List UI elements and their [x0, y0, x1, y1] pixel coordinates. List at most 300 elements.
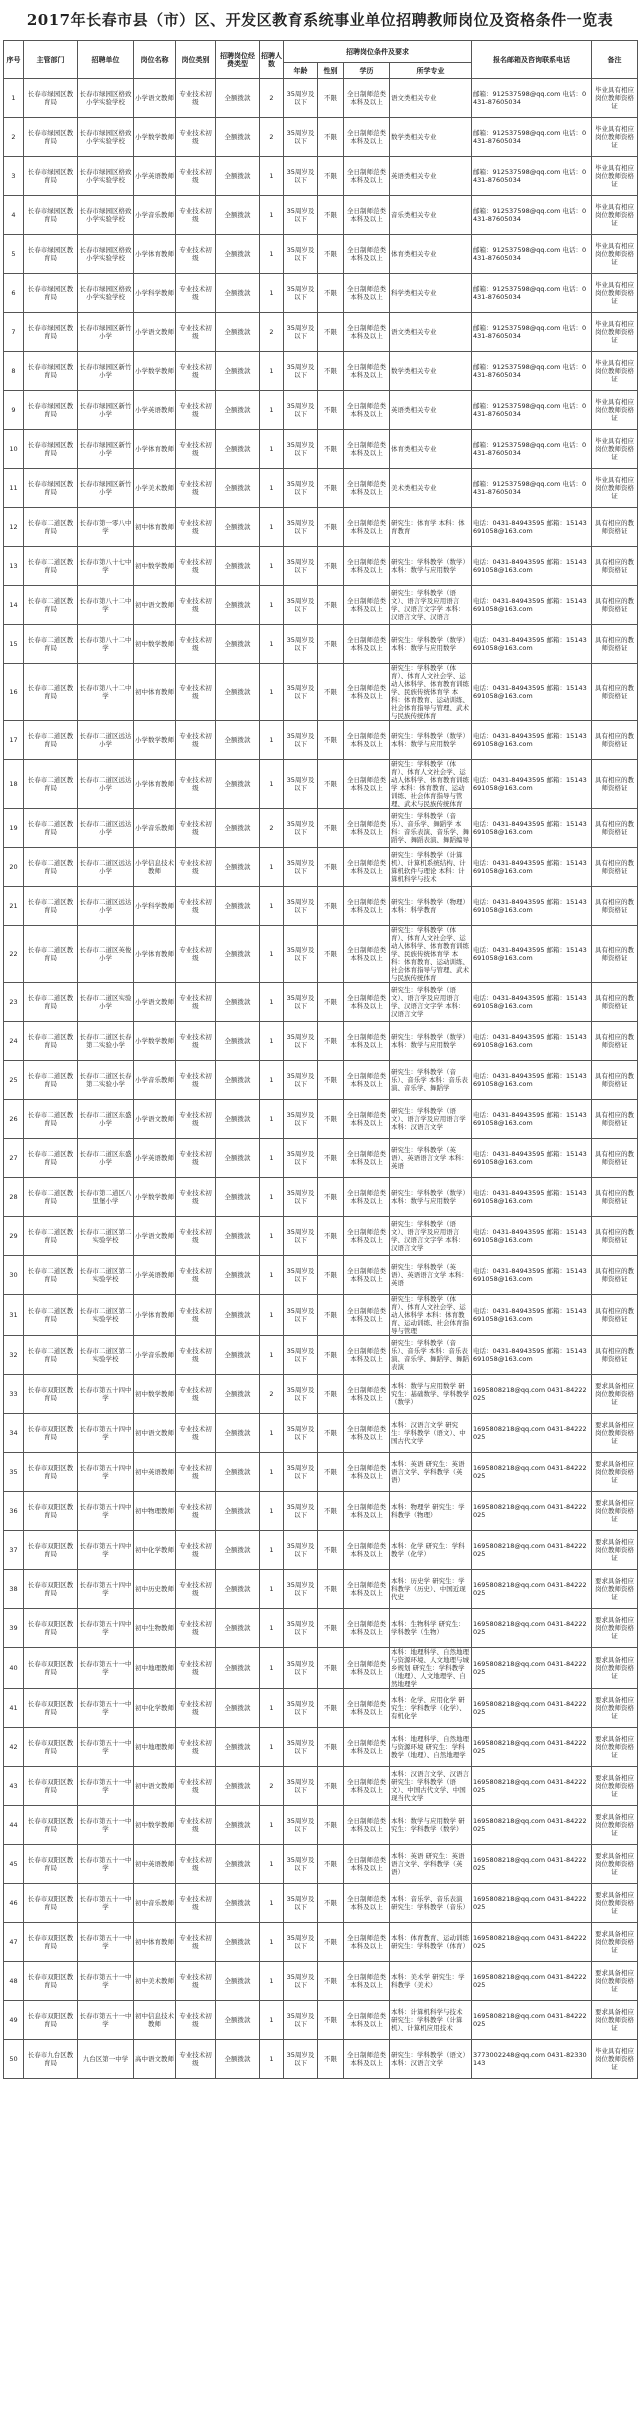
cell-funding: 全额拨款 [216, 1962, 260, 2001]
cell-funding: 全额拨款 [216, 1217, 260, 1256]
cell-seq: 36 [4, 1492, 24, 1531]
cell-seq: 32 [4, 1336, 24, 1375]
cell-major: 研究生：学科教学（数学） 本科：数学与应用数学 [390, 547, 472, 586]
cell-contact: 1695808218@qq.com 0431-84222025 [472, 1884, 592, 1923]
cell-major: 语文类相关专业 [390, 313, 472, 352]
cell-age: 35周岁及以下 [284, 1295, 318, 1336]
cell-post: 小学音乐教师 [134, 1336, 176, 1375]
cell-major: 体育类相关专业 [390, 235, 472, 274]
cell-major: 本科：汉语言文学、汉语言 研究生：学科教学（语文）、中国古代文学、中国现当代文学 [390, 1767, 472, 1806]
cell-dept: 长春市绿园区教育局 [24, 157, 78, 196]
cell-post: 小学英语教师 [134, 1139, 176, 1178]
cell-gender: 不限 [318, 1100, 344, 1139]
cell-unit: 长春市绿园区格致小学实验学校 [78, 157, 134, 196]
cell-major: 研究生：学科教学（体育）、体育人文社会学、运动人体科学 本科：体育教育、运动训练、社会体育指导与管理 [390, 1295, 472, 1336]
cell-contact: 1695808218@qq.com 0431-84222025 [472, 1453, 592, 1492]
cell-note: 具有相应的教师资格证 [592, 721, 638, 760]
cell-unit: 长春市第八十二中学 [78, 625, 134, 664]
cell-dept: 长春市二道区教育局 [24, 721, 78, 760]
cell-funding: 全额拨款 [216, 721, 260, 760]
cell-major: 研究生：学科教学（体育）、体育人文社会学、运动人体科学、体育教育训练学 本科：体育教育、运动训练、社会体育指导与管理、武术与民族传统体育 [390, 760, 472, 809]
cell-edu: 全日制师范类本科及以上 [344, 157, 390, 196]
cell-gender: 不限 [318, 547, 344, 586]
table-row [4, 79, 638, 118]
cell-major: 本科：音乐学、音乐表演 研究生：学科教学（音乐） [390, 1884, 472, 1923]
cell-unit: 长春市二道区长春第二实验小学 [78, 1022, 134, 1061]
cell-edu: 全日制师范类本科及以上 [344, 1139, 390, 1178]
cell-dept: 长春市二道区教育局 [24, 1256, 78, 1295]
table-row [4, 274, 638, 313]
cell-age: 35周岁及以下 [284, 1570, 318, 1609]
cell-edu: 全日制师范类本科及以上 [344, 274, 390, 313]
cell-note: 要求具备相应岗位教师资格证 [592, 1884, 638, 1923]
cell-count: 1 [260, 1728, 284, 1767]
cell-note: 具有相应的教师资格证 [592, 1217, 638, 1256]
cell-count: 1 [260, 547, 284, 586]
cell-note: 具有相应的教师资格证 [592, 848, 638, 887]
cell-note: 具有相应的教师资格证 [592, 1256, 638, 1295]
cell-age: 35周岁及以下 [284, 1178, 318, 1217]
cell-edu: 全日制师范类本科及以上 [344, 2001, 390, 2040]
cell-seq: 7 [4, 313, 24, 352]
cell-dept: 长春市二道区教育局 [24, 1139, 78, 1178]
cell-unit: 长春市第八十二中学 [78, 586, 134, 625]
cell-gender: 不限 [318, 1061, 344, 1100]
cell-major: 语文类相关专业 [390, 79, 472, 118]
cell-seq: 38 [4, 1570, 24, 1609]
cell-count: 1 [260, 1531, 284, 1570]
cell-dept: 长春市二道区教育局 [24, 1061, 78, 1100]
cell-edu: 全日制师范类本科及以上 [344, 1728, 390, 1767]
cell-count: 1 [260, 508, 284, 547]
cell-funding: 全额拨款 [216, 848, 260, 887]
table-row [4, 1295, 638, 1336]
cell-gender: 不限 [318, 1139, 344, 1178]
cell-major: 研究生：学科教学（体育）、体育人文社会学、运动人体科学、体育教育训练学、民族传统体育学 本科：体育教育、运动训练、社会体育指导与管理、武术与民族传统体育 [390, 664, 472, 721]
cell-gender: 不限 [318, 1375, 344, 1414]
cell-seq: 8 [4, 352, 24, 391]
cell-funding: 全额拨款 [216, 760, 260, 809]
cell-contact: 电话：0431-84943595 邮箱：15143691058@163.com [472, 1100, 592, 1139]
cell-edu: 全日制师范类本科及以上 [344, 1178, 390, 1217]
cell-major: 研究生：学科教学（数学） 本科：数学与应用数学 [390, 721, 472, 760]
cell-major: 数学类相关专业 [390, 118, 472, 157]
cell-funding: 全额拨款 [216, 79, 260, 118]
cell-dept: 长春市双阳区教育局 [24, 1845, 78, 1884]
cell-unit: 长春市第二道区八里堡小学 [78, 1178, 134, 1217]
cell-dept: 长春市二道区教育局 [24, 1336, 78, 1375]
cell-count: 1 [260, 196, 284, 235]
cell-funding: 全额拨款 [216, 1531, 260, 1570]
cell-post-type: 专业技术初级 [176, 1453, 216, 1492]
cell-major: 体育类相关专业 [390, 430, 472, 469]
cell-dept: 长春市二道区教育局 [24, 926, 78, 983]
cell-unit: 长春市第五十一中学 [78, 1648, 134, 1689]
cell-count: 1 [260, 1492, 284, 1531]
cell-contact: 3773002248@qq.com 0431-82330143 [472, 2040, 592, 2079]
cell-funding: 全额拨款 [216, 1453, 260, 1492]
cell-dept: 长春市九台区教育局 [24, 2040, 78, 2079]
cell-count: 1 [260, 1414, 284, 1453]
cell-seq: 21 [4, 887, 24, 926]
cell-funding: 全额拨款 [216, 586, 260, 625]
cell-unit: 长春市二道区东盛小学 [78, 1139, 134, 1178]
table-row [4, 1923, 638, 1962]
cell-post: 小学语文教师 [134, 79, 176, 118]
cell-note: 要求具备相应岗位教师资格证 [592, 1962, 638, 2001]
cell-unit: 长春市绿园区格致小学实验学校 [78, 235, 134, 274]
cell-seq: 33 [4, 1375, 24, 1414]
cell-post: 初中语文教师 [134, 1767, 176, 1806]
col-header-unit: 招聘单位 [78, 41, 134, 79]
cell-note: 具有相应的教师资格证 [592, 760, 638, 809]
cell-edu: 全日制师范类本科及以上 [344, 760, 390, 809]
cell-count: 1 [260, 1336, 284, 1375]
cell-post: 小学信息技术教师 [134, 848, 176, 887]
cell-major: 本科：化学 研究生：学科教学（化学） [390, 1531, 472, 1570]
table-row [4, 469, 638, 508]
cell-seq: 29 [4, 1217, 24, 1256]
cell-note: 要求具备相应岗位教师资格证 [592, 1728, 638, 1767]
cell-funding: 全额拨款 [216, 2040, 260, 2079]
cell-edu: 全日制师范类本科及以上 [344, 1962, 390, 2001]
cell-dept: 长春市双阳区教育局 [24, 1648, 78, 1689]
cell-count: 1 [260, 983, 284, 1022]
cell-seq: 41 [4, 1689, 24, 1728]
cell-count: 1 [260, 352, 284, 391]
cell-post-type: 专业技术初级 [176, 1648, 216, 1689]
cell-edu: 全日制师范类本科及以上 [344, 809, 390, 848]
cell-funding: 全额拨款 [216, 391, 260, 430]
cell-age: 35周岁及以下 [284, 1962, 318, 2001]
col-header-funding: 招聘岗位经费类型 [216, 41, 260, 79]
cell-post: 小学数学教师 [134, 1022, 176, 1061]
cell-major: 本科：美术学 研究生：学科教学（美术） [390, 1962, 472, 2001]
cell-dept: 长春市双阳区教育局 [24, 2001, 78, 2040]
cell-edu: 全日制师范类本科及以上 [344, 983, 390, 1022]
cell-funding: 全额拨款 [216, 926, 260, 983]
cell-unit: 长春市第五十四中学 [78, 1531, 134, 1570]
cell-note: 具有相应的教师资格证 [592, 1295, 638, 1336]
cell-age: 35周岁及以下 [284, 274, 318, 313]
cell-count: 1 [260, 848, 284, 887]
cell-post-type: 专业技术初级 [176, 157, 216, 196]
table-row [4, 1492, 638, 1531]
cell-unit: 长春市绿园区新竹小学 [78, 430, 134, 469]
cell-seq: 47 [4, 1923, 24, 1962]
cell-post: 小学体育教师 [134, 235, 176, 274]
cell-gender: 不限 [318, 1336, 344, 1375]
cell-contact: 电话：0431-84943595 邮箱：15143691058@163.com [472, 1256, 592, 1295]
cell-unit: 长春市第五十一中学 [78, 2001, 134, 2040]
table-row [4, 586, 638, 625]
cell-unit: 长春市二道区远达小学 [78, 887, 134, 926]
cell-funding: 全额拨款 [216, 157, 260, 196]
cell-note: 要求具备相应岗位教师资格证 [592, 1453, 638, 1492]
cell-post-type: 专业技术初级 [176, 508, 216, 547]
cell-major: 本科：英语 研究生：英语语言文学、学科教学（英语） [390, 1845, 472, 1884]
cell-funding: 全额拨款 [216, 1923, 260, 1962]
table-row [4, 157, 638, 196]
cell-edu: 全日制师范类本科及以上 [344, 1375, 390, 1414]
cell-edu: 全日制师范类本科及以上 [344, 430, 390, 469]
cell-post: 初中体育教师 [134, 1923, 176, 1962]
cell-unit: 长春市二道区远达小学 [78, 760, 134, 809]
cell-major: 研究生：学科教学（音乐）、音乐学、舞蹈学 本科：音乐表演、音乐学、舞蹈学、舞蹈表演、舞蹈编导 [390, 809, 472, 848]
cell-post: 小学语文教师 [134, 983, 176, 1022]
cell-post-type: 专业技术初级 [176, 664, 216, 721]
col-header-conditions: 招聘岗位条件及要求 [284, 41, 472, 63]
cell-post: 初中美术教师 [134, 1962, 176, 2001]
cell-contact: 邮箱：912537598@qq.com 电话：0431-87605034 [472, 430, 592, 469]
cell-gender: 不限 [318, 1648, 344, 1689]
cell-major: 本科：数学与应用数学 研究生：学科教学（数学） [390, 1806, 472, 1845]
col-header-contact: 报名邮箱及咨询联系电话 [472, 41, 592, 79]
cell-funding: 全额拨款 [216, 118, 260, 157]
cell-major: 研究生：学科教学（语文）、语言学及应用语言学、汉语言文字学 本科：汉语言文学 [390, 1217, 472, 1256]
cell-note: 具有相应的教师资格证 [592, 1022, 638, 1061]
cell-note: 具有相应的教师资格证 [592, 983, 638, 1022]
table-row [4, 809, 638, 848]
cell-unit: 长春市第五十四中学 [78, 1375, 134, 1414]
cell-post-type: 专业技术初级 [176, 625, 216, 664]
cell-post: 初中地理教师 [134, 1728, 176, 1767]
cell-post: 小学英语教师 [134, 1256, 176, 1295]
cell-post-type: 专业技术初级 [176, 1767, 216, 1806]
cell-unit: 长春市二道区第二实验学校 [78, 1295, 134, 1336]
cell-funding: 全额拨款 [216, 508, 260, 547]
cell-major: 音乐类相关专业 [390, 196, 472, 235]
cell-contact: 电话：0431-84943595 邮箱：15143691058@163.com [472, 887, 592, 926]
cell-gender: 不限 [318, 1845, 344, 1884]
cell-post-type: 专业技术初级 [176, 1884, 216, 1923]
cell-post: 小学语文教师 [134, 313, 176, 352]
cell-gender: 不限 [318, 586, 344, 625]
cell-unit: 长春市二道区长春第二实验小学 [78, 1061, 134, 1100]
cell-dept: 长春市双阳区教育局 [24, 1453, 78, 1492]
cell-post-type: 专业技术初级 [176, 352, 216, 391]
cell-contact: 1695808218@qq.com 0431-84222025 [472, 1923, 592, 1962]
cell-dept: 长春市绿园区教育局 [24, 118, 78, 157]
cell-contact: 电话：0431-84943595 邮箱：15143691058@163.com [472, 1178, 592, 1217]
cell-count: 1 [260, 887, 284, 926]
cell-count: 1 [260, 1100, 284, 1139]
cell-post: 初中生物教师 [134, 1609, 176, 1648]
cell-gender: 不限 [318, 809, 344, 848]
cell-dept: 长春市双阳区教育局 [24, 1414, 78, 1453]
cell-contact: 电话：0431-84943595 邮箱：15143691058@163.com [472, 809, 592, 848]
cell-dept: 长春市二道区教育局 [24, 887, 78, 926]
cell-post-type: 专业技术初级 [176, 391, 216, 430]
cell-post-type: 专业技术初级 [176, 1570, 216, 1609]
table-row [4, 313, 638, 352]
cell-note: 毕业具有相应岗位教师资格证 [592, 313, 638, 352]
cell-dept: 长春市双阳区教育局 [24, 1962, 78, 2001]
cell-funding: 全额拨款 [216, 1375, 260, 1414]
cell-post: 初中音乐教师 [134, 1884, 176, 1923]
cell-age: 35周岁及以下 [284, 1728, 318, 1767]
cell-note: 要求具备相应岗位教师资格证 [592, 1375, 638, 1414]
cell-post: 初中体育教师 [134, 508, 176, 547]
cell-post: 初中数学教师 [134, 625, 176, 664]
cell-dept: 长春市绿园区教育局 [24, 469, 78, 508]
cell-post-type: 专业技术初级 [176, 760, 216, 809]
cell-dept: 长春市双阳区教育局 [24, 1728, 78, 1767]
table-row [4, 848, 638, 887]
cell-unit: 长春市第五十一中学 [78, 1962, 134, 2001]
cell-contact: 邮箱：912537598@qq.com 电话：0431-87605034 [472, 391, 592, 430]
cell-count: 1 [260, 2001, 284, 2040]
cell-post: 初中英语教师 [134, 1845, 176, 1884]
cell-edu: 全日制师范类本科及以上 [344, 625, 390, 664]
cell-dept: 长春市绿园区教育局 [24, 391, 78, 430]
cell-age: 35周岁及以下 [284, 664, 318, 721]
cell-contact: 电话：0431-84943595 邮箱：15143691058@163.com [472, 625, 592, 664]
cell-post: 小学数学教师 [134, 118, 176, 157]
cell-post: 初中化学教师 [134, 1531, 176, 1570]
cell-unit: 长春市第五十四中学 [78, 1570, 134, 1609]
table-row [4, 721, 638, 760]
cell-note: 要求具备相应岗位教师资格证 [592, 1689, 638, 1728]
cell-contact: 电话：0431-84943595 邮箱：15143691058@163.com [472, 983, 592, 1022]
cell-funding: 全额拨款 [216, 196, 260, 235]
cell-seq: 39 [4, 1609, 24, 1648]
cell-post: 小学体育教师 [134, 430, 176, 469]
cell-post: 小学科学教师 [134, 887, 176, 926]
cell-age: 35周岁及以下 [284, 887, 318, 926]
cell-unit: 长春市绿园区新竹小学 [78, 469, 134, 508]
cell-contact: 邮箱：912537598@qq.com 电话：0431-87605034 [472, 118, 592, 157]
cell-count: 1 [260, 391, 284, 430]
cell-unit: 长春市第五十一中学 [78, 1806, 134, 1845]
cell-gender: 不限 [318, 1022, 344, 1061]
cell-post: 小学音乐教师 [134, 1061, 176, 1100]
cell-age: 35周岁及以下 [284, 157, 318, 196]
table-row [4, 1962, 638, 2001]
cell-seq: 28 [4, 1178, 24, 1217]
cell-post: 小学体育教师 [134, 760, 176, 809]
cell-post-type: 专业技术初级 [176, 1806, 216, 1845]
cell-edu: 全日制师范类本科及以上 [344, 586, 390, 625]
cell-edu: 全日制师范类本科及以上 [344, 547, 390, 586]
cell-post-type: 专业技术初级 [176, 586, 216, 625]
cell-major: 本科：化学、应用化学 研究生：学科教学（化学）、有机化学 [390, 1689, 472, 1728]
cell-contact: 邮箱：912537598@qq.com 电话：0431-87605034 [472, 469, 592, 508]
cell-seq: 40 [4, 1648, 24, 1689]
cell-age: 35周岁及以下 [284, 926, 318, 983]
cell-major: 研究生：学科教学（英语）、英语语言文学 本科：英语 [390, 1256, 472, 1295]
cell-edu: 全日制师范类本科及以上 [344, 1923, 390, 1962]
cell-contact: 邮箱：912537598@qq.com 电话：0431-87605034 [472, 157, 592, 196]
cell-contact: 电话：0431-84943595 邮箱：15143691058@163.com [472, 1022, 592, 1061]
cell-unit: 长春市第五十四中学 [78, 1609, 134, 1648]
cell-dept: 长春市二道区教育局 [24, 586, 78, 625]
cell-post-type: 专业技术初级 [176, 1022, 216, 1061]
cell-gender: 不限 [318, 848, 344, 887]
table-row [4, 196, 638, 235]
cell-major: 研究生：学科教学（数学） 本科：数学与应用数学 [390, 625, 472, 664]
cell-major: 研究生：学科教学（物理） 本科：科学教育 [390, 887, 472, 926]
cell-edu: 全日制师范类本科及以上 [344, 1648, 390, 1689]
cell-funding: 全额拨款 [216, 352, 260, 391]
cell-gender: 不限 [318, 1492, 344, 1531]
cell-count: 1 [260, 586, 284, 625]
col-header-age: 年龄 [284, 63, 318, 79]
cell-count: 1 [260, 1061, 284, 1100]
cell-edu: 全日制师范类本科及以上 [344, 1845, 390, 1884]
cell-seq: 20 [4, 848, 24, 887]
cell-unit: 长春市第五十一中学 [78, 1845, 134, 1884]
cell-post-type: 专业技术初级 [176, 1178, 216, 1217]
cell-note: 具有相应的教师资格证 [592, 887, 638, 926]
cell-count: 1 [260, 721, 284, 760]
cell-count: 2 [260, 1375, 284, 1414]
col-header-major: 所学专业 [390, 63, 472, 79]
cell-post-type: 专业技术初级 [176, 1295, 216, 1336]
cell-count: 1 [260, 274, 284, 313]
cell-contact: 1695808218@qq.com 0431-84222025 [472, 1806, 592, 1845]
cell-age: 35周岁及以下 [284, 1022, 318, 1061]
cell-post-type: 专业技术初级 [176, 469, 216, 508]
cell-seq: 30 [4, 1256, 24, 1295]
cell-age: 35周岁及以下 [284, 1139, 318, 1178]
cell-unit: 长春市二道区第二实验学校 [78, 1256, 134, 1295]
cell-note: 具有相应的教师资格证 [592, 1139, 638, 1178]
cell-funding: 全额拨款 [216, 1022, 260, 1061]
cell-age: 35周岁及以下 [284, 983, 318, 1022]
cell-seq: 23 [4, 983, 24, 1022]
cell-age: 35周岁及以下 [284, 1375, 318, 1414]
table-row [4, 1531, 638, 1570]
cell-note: 要求具备相应岗位教师资格证 [592, 1845, 638, 1884]
cell-major: 本科：地理科学、自然地理与资源环境、人文地理与城乡规划 研究生：学科教学（地理）、人文地理学、自然地理学 [390, 1648, 472, 1689]
cell-gender: 不限 [318, 118, 344, 157]
cell-post-type: 专业技术初级 [176, 887, 216, 926]
table-row [4, 352, 638, 391]
cell-major: 本科：生物科学 研究生：学科教学（生物） [390, 1609, 472, 1648]
cell-age: 35周岁及以下 [284, 547, 318, 586]
table-row [4, 430, 638, 469]
cell-post: 小学数学教师 [134, 352, 176, 391]
cell-funding: 全额拨款 [216, 625, 260, 664]
cell-gender: 不限 [318, 1689, 344, 1728]
table-row [4, 1256, 638, 1295]
cell-note: 毕业具有相应岗位教师资格证 [592, 79, 638, 118]
cell-age: 35周岁及以下 [284, 1414, 318, 1453]
cell-major: 本科：历史学 研究生：学科教学（历史）、中国近现代史 [390, 1570, 472, 1609]
cell-post: 初中数学教师 [134, 547, 176, 586]
cell-post: 小学英语教师 [134, 391, 176, 430]
cell-seq: 26 [4, 1100, 24, 1139]
cell-seq: 50 [4, 2040, 24, 2079]
cell-seq: 4 [4, 196, 24, 235]
cell-edu: 全日制师范类本科及以上 [344, 1414, 390, 1453]
cell-contact: 邮箱：912537598@qq.com 电话：0431-87605034 [472, 235, 592, 274]
cell-dept: 长春市二道区教育局 [24, 1295, 78, 1336]
cell-dept: 长春市绿园区教育局 [24, 235, 78, 274]
cell-post-type: 专业技术初级 [176, 1100, 216, 1139]
cell-contact: 电话：0431-84943595 邮箱：15143691058@163.com [472, 1336, 592, 1375]
cell-unit: 长春市第五十四中学 [78, 1414, 134, 1453]
cell-contact: 1695808218@qq.com 0431-84222025 [472, 1609, 592, 1648]
cell-post-type: 专业技术初级 [176, 1531, 216, 1570]
cell-funding: 全额拨款 [216, 1336, 260, 1375]
cell-unit: 长春市第一零八中学 [78, 508, 134, 547]
cell-major: 科学类相关专业 [390, 274, 472, 313]
cell-post-type: 专业技术初级 [176, 1414, 216, 1453]
cell-funding: 全额拨款 [216, 1884, 260, 1923]
cell-gender: 不限 [318, 508, 344, 547]
